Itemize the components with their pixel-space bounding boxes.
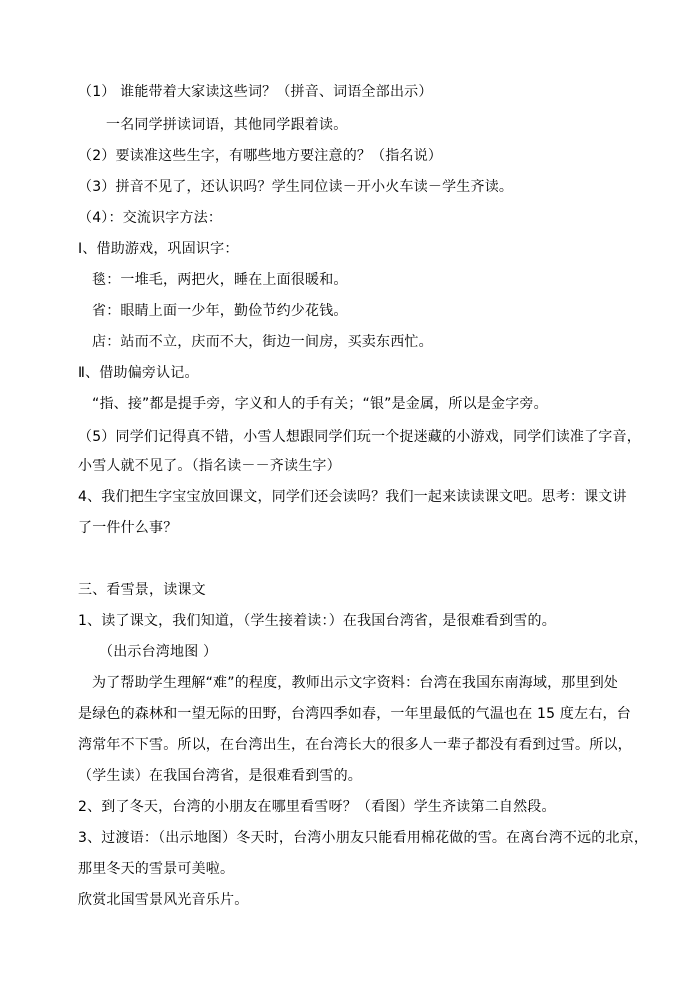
text-line-17: 1、读了课文，我们知道，（学生接着读：）在我国台湾省，是很难看到雪的。: [78, 613, 556, 629]
text-line-18: （出示台湾地图 ）: [99, 644, 218, 660]
text-line-4: （3）拼音不见了，还认识吗？学生同位读－开小火车读－学生齐读。: [78, 179, 514, 195]
section-heading: 三、看雪景，读课文: [78, 582, 206, 598]
text-line-3: （2）要读准这些生字，有哪些地方要注意的？（指名说）: [78, 148, 443, 164]
text-line-22: （学生读）在我国台湾省，是很难看到雪的。: [78, 768, 362, 784]
text-line-20: 是绿色的森林和一望无际的田野，台湾四季如春，一年里最低的气温也在 15 度左右，台: [78, 706, 631, 722]
text-line-25: 那里冬天的雪景可美啦。: [78, 861, 235, 877]
text-line-10: Ⅱ、借助偏旁认记。: [78, 365, 199, 381]
text-line-5: （4）：交流识字方法：: [78, 210, 223, 226]
text-line-15: 了一件什么事？: [78, 520, 178, 536]
text-line-12: （5）同学们记得真不错，小雪人想跟同学们玩一个捉迷藏的小游戏，同学们读准了字音，: [78, 429, 641, 445]
text-line-13: 小雪人就不见了。（指名读－－齐读生字）: [78, 458, 341, 474]
text-line-19: 为了帮助学生理解“难”的程度，教师出示文字资料：台湾在我国东南海域，那里到处: [92, 675, 619, 691]
text-line-26: 欣赏北国雪景风光音乐片。: [78, 892, 249, 908]
text-line-9: 店：站而不立，庆而不大，街边一间房，买卖东西忙。: [92, 334, 433, 350]
text-line-14: 4、我们把生字宝宝放回课文，同学们还会读吗？我们一起来读读课文吧。思考：课文讲: [78, 489, 627, 505]
text-line-21: 湾常年不下雪。所以，在台湾出生，在台湾长大的很多人一辈子都没有看到过雪。所以，: [78, 737, 632, 753]
text-line-23: 2、到了冬天，台湾的小朋友在哪里看雪呀？（看图）学生齐读第二自然段。: [78, 799, 556, 815]
text-line-6: Ⅰ、借助游戏，巩固识字：: [78, 241, 239, 257]
text-line-7: 毯：一堆毛，两把火，睡在上面很暖和。: [92, 272, 348, 288]
text-line-1: （1） 谁能带着大家读这些词？（拼音、词语全部出示）: [78, 84, 433, 100]
text-line-11: “指、接”都是提手旁，字义和人的手有关；“银”是金属，所以是金字旁。: [92, 396, 548, 412]
text-line-8: 省：眼睛上面一少年，勤俭节约少花钱。: [92, 303, 348, 319]
text-line-24: 3、过渡语：（出示地图）冬天时，台湾小朋友只能看用棉花做的雪。在离台湾不远的北京，: [78, 830, 649, 846]
text-line-2: 一名同学拼读词语，其他同学跟着读。: [106, 117, 348, 133]
